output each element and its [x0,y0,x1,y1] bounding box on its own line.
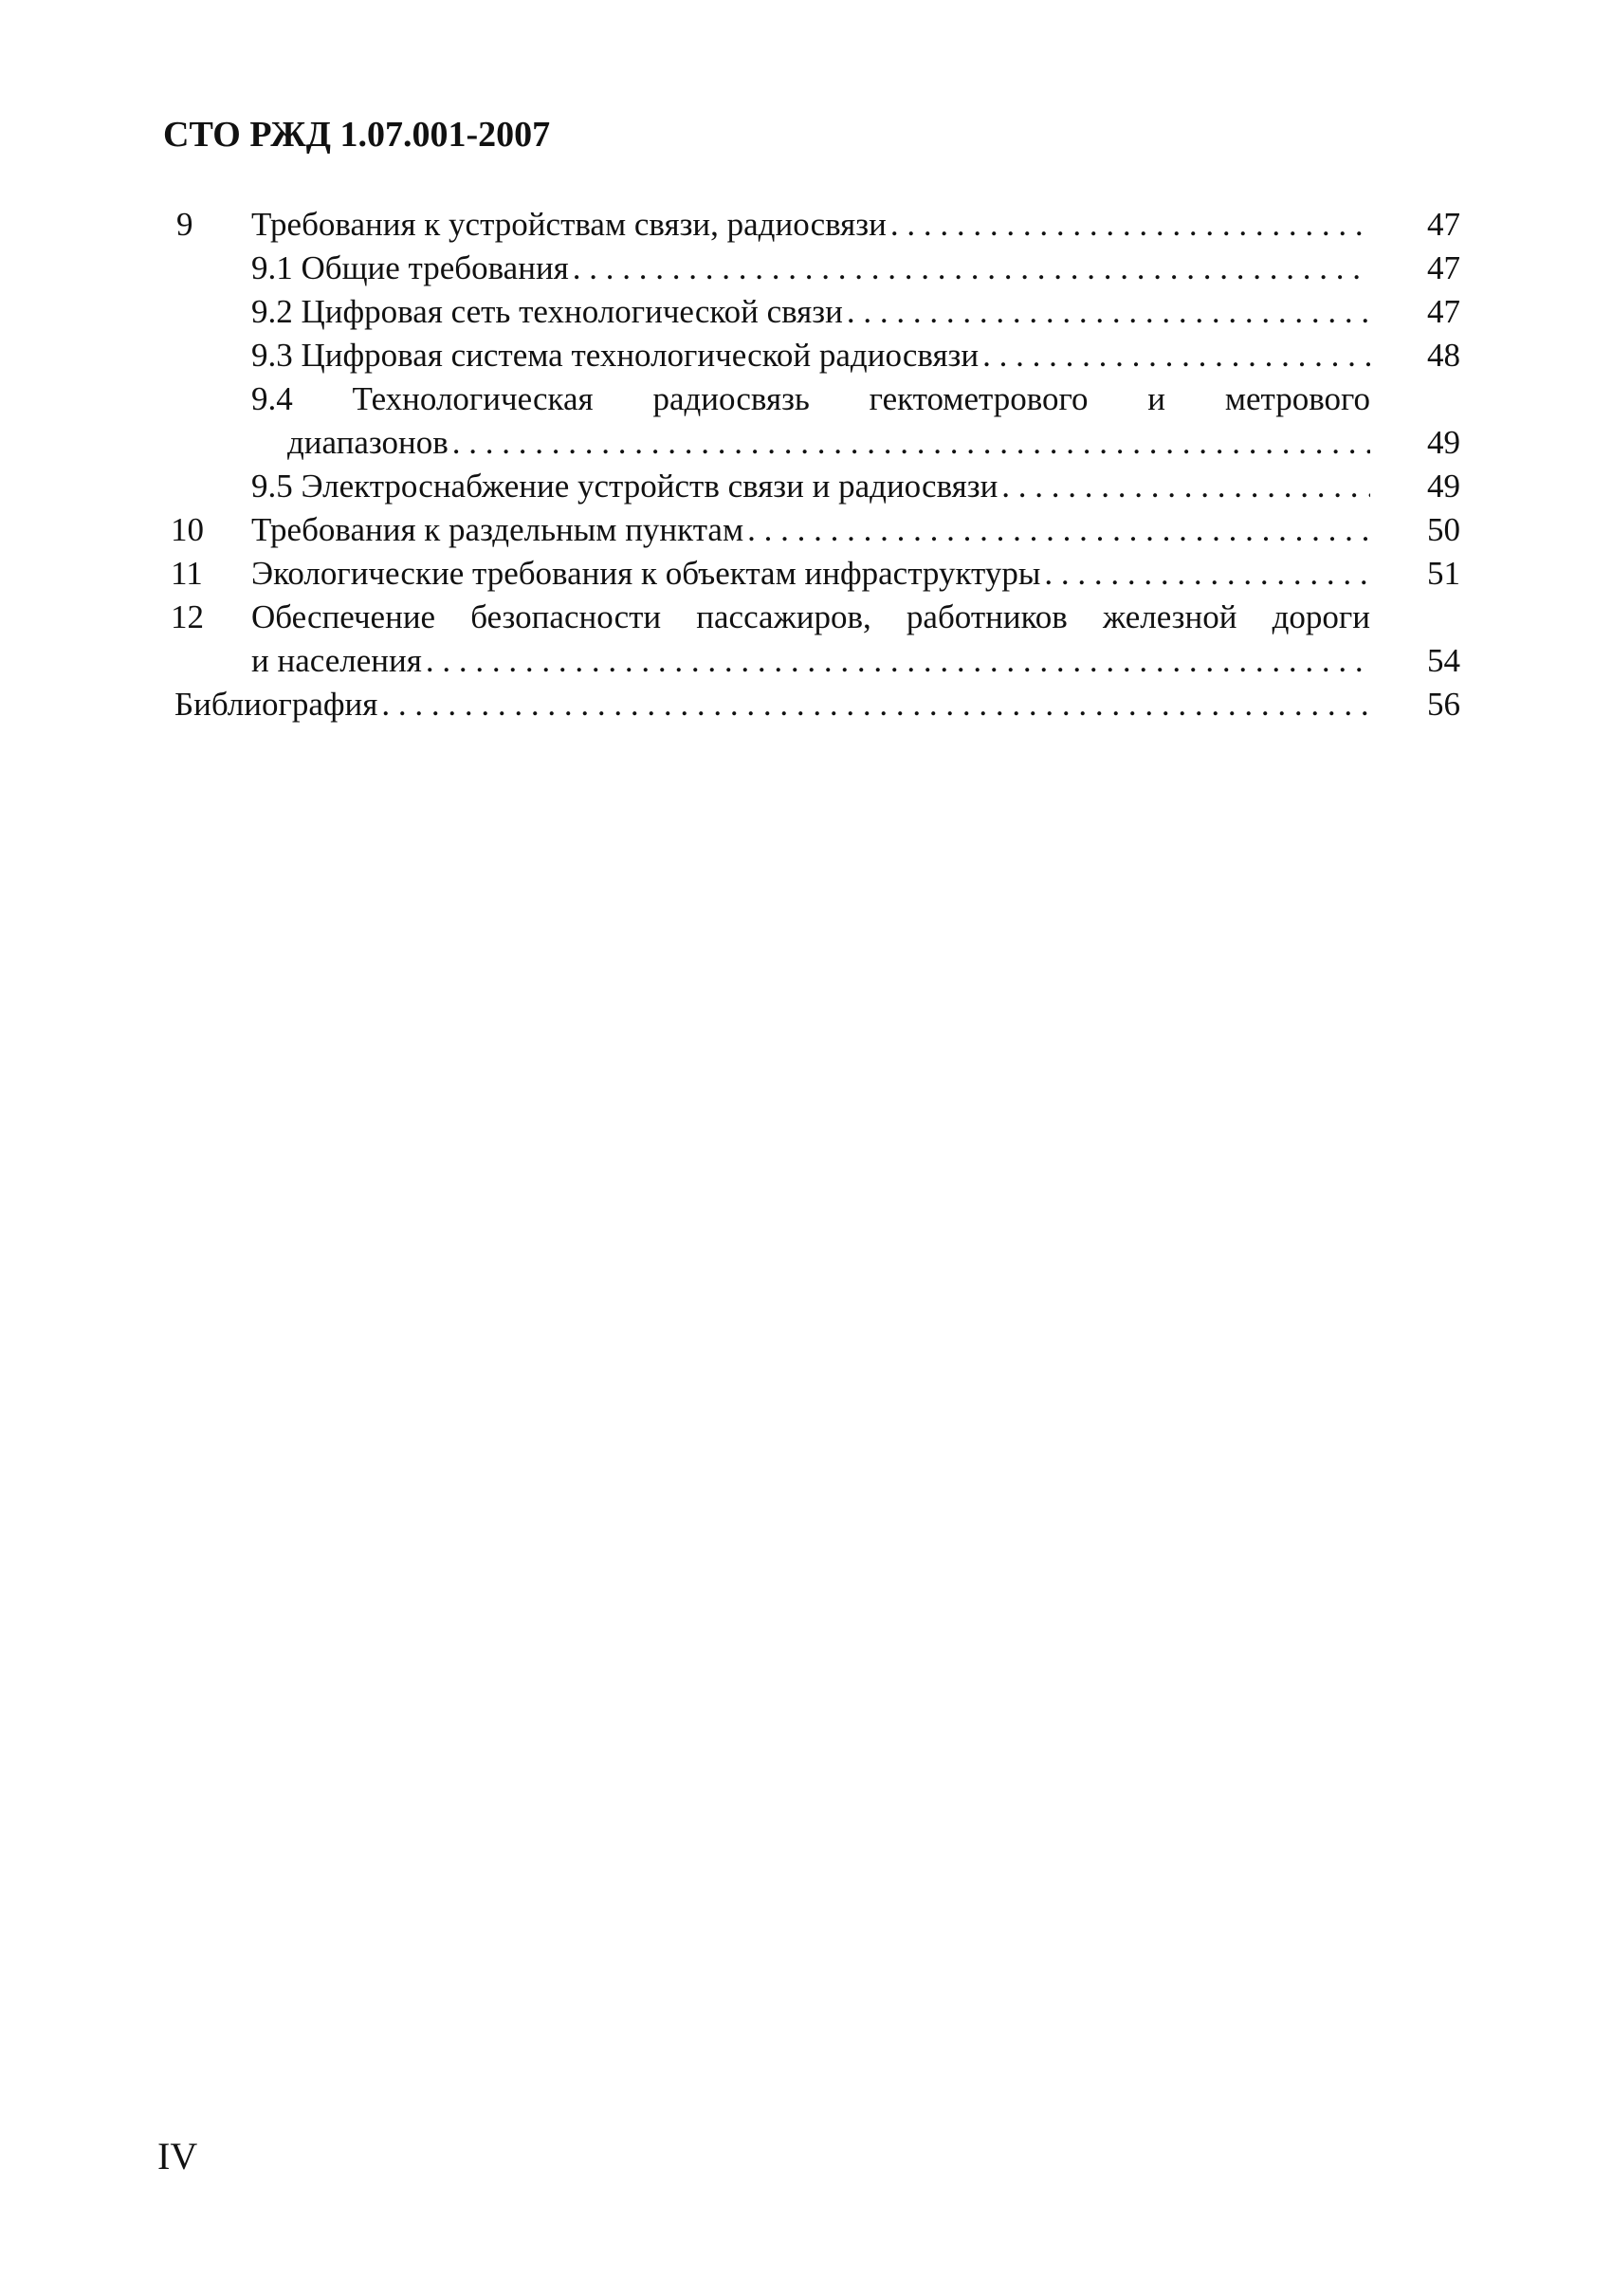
toc-entry-title-continuation: и населения [251,642,422,679]
toc-entry-9-4-line2 [0,421,1612,465]
dot-leader [1001,465,1370,508]
toc-entry-9-3 [0,334,1612,377]
dot-leader [573,247,1370,290]
toc-entry-title: Требования к раздельным пунктам [251,511,744,548]
dot-leader [982,334,1370,377]
toc-entry-9-1 [0,247,1612,290]
dot-leader [381,683,1370,726]
toc-entry-page: 54 [1427,642,1460,679]
toc-entry-page: 47 [1427,249,1460,286]
toc-entry-page: 47 [1427,293,1460,330]
toc-entry-number: 12 [171,598,204,635]
page-number-roman: IV [157,2135,198,2177]
toc-entry-number: 9 [176,206,193,243]
toc-entry-title: 9.5 Электроснабжение устройств связи и радиосвязи [251,468,998,505]
toc-entry-9-5 [0,465,1612,508]
toc-entry-title: Обеспечение безопасности пассажиров, работников железной дороги [251,598,1370,635]
toc-entry-page: 50 [1427,511,1460,548]
toc-entry-9-4-line1 [0,377,1612,421]
toc-entry-9-2 [0,290,1612,334]
toc-entry-9 [0,203,1612,247]
toc-entry-title: 9.3 Цифровая система технологической радиосвязи [251,337,980,374]
toc-entry-number: 11 [171,555,203,592]
toc-entry-page: 48 [1427,337,1460,374]
dot-leader [452,421,1370,465]
toc-entry-title: Экологические требования к объектам инфраструктуры [251,555,1041,592]
dot-leader [847,290,1370,334]
toc-entry-title: 9.1 Общие требования [251,249,569,286]
toc-entry-page: 47 [1427,206,1460,243]
toc-entry-number: 10 [171,511,204,548]
toc-entry-10 [0,508,1612,552]
toc-entry-title: 9.2 Цифровая сеть технологической связи [251,293,843,330]
toc-entry-title: Требования к устройствам связи, радиосвязи [251,206,887,243]
document-id-header: СТО РЖД 1.07.001-2007 [163,115,551,155]
toc-entry-page: 51 [1427,555,1460,592]
toc-entry-page: 49 [1427,468,1460,505]
dot-leader [747,508,1370,552]
toc-entry-11 [0,552,1612,596]
toc-entry-title: 9.4 Технологическая радиосвязь гектометрового и метрового [251,380,1370,417]
toc-entry-page: 49 [1427,424,1460,461]
toc-entry-bibliography [0,683,1612,726]
dot-leader [890,203,1370,247]
dot-leader [426,639,1370,683]
toc-entry-12-line2 [0,639,1612,683]
toc-entry-title: Библиография [174,686,378,723]
toc-entry-12-line1 [0,596,1612,639]
toc-entry-page: 56 [1427,686,1460,723]
toc-entry-title-continuation: диапазонов [287,424,449,461]
dot-leader [1044,552,1370,596]
